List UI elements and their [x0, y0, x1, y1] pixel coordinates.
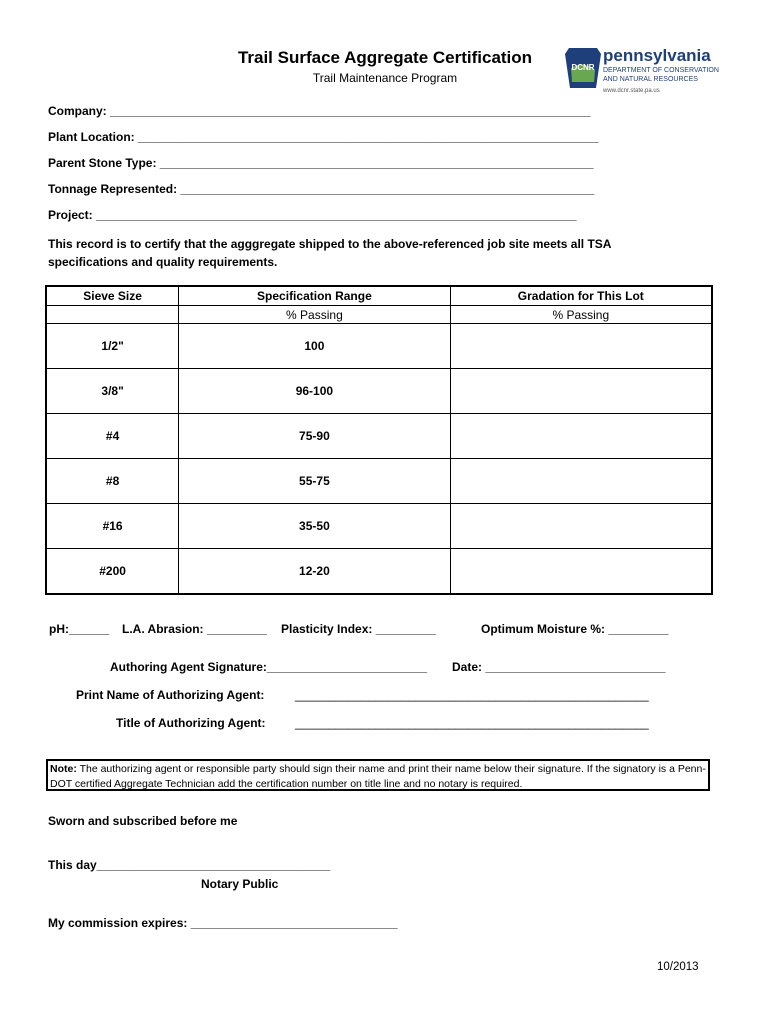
- note-label: Note:: [50, 763, 77, 775]
- gradation-cell[interactable]: [450, 414, 712, 459]
- subheader-sieve: [46, 306, 179, 324]
- signature-date-field[interactable]: Date: ___________________________: [452, 660, 666, 674]
- table-row: [46, 324, 712, 369]
- sieve-cell: #16: [46, 504, 179, 549]
- range-cell: 12-20: [179, 549, 450, 595]
- tonnage-field[interactable]: Tonnage Represented: ______________________________________________________________: [48, 182, 595, 196]
- sieve-cell: #200: [46, 549, 179, 595]
- logo-dept-line2: AND NATURAL RESOURCES: [603, 76, 698, 83]
- sieve-cell: #4: [46, 414, 179, 459]
- header-spec-range: Specification Range: [179, 286, 450, 306]
- gradation-cell[interactable]: [450, 369, 712, 414]
- sieve-table: [45, 285, 713, 595]
- svg-text:DCNR: DCNR: [571, 63, 595, 72]
- gradation-cell[interactable]: [450, 504, 712, 549]
- notary-public-label: Notary Public: [201, 877, 279, 891]
- range-cell: 96-100: [179, 369, 450, 414]
- parent-stone-field[interactable]: Parent Stone Type: _________________________________________________________________: [48, 156, 594, 170]
- header-sieve-size: Sieve Size: [46, 286, 179, 306]
- range-cell: 75-90: [179, 414, 450, 459]
- plant-location-field[interactable]: Plant Location: _____________________________________________________________________: [48, 130, 599, 144]
- logo-url: www.dcnr.state.pa.us: [603, 88, 660, 94]
- title-line[interactable]: _____________________________________________________: [295, 716, 649, 730]
- subheader-spec-passing: % Passing: [179, 306, 450, 324]
- table-row: [46, 504, 712, 549]
- company-field[interactable]: Company: ________________________________________________________________________: [48, 104, 591, 118]
- certification-statement: This record is to certify that the agggregate shipped to the above-referenced job site meets all TSA specifications and quality requirements.: [48, 237, 612, 269]
- subheader-gradation-passing: % Passing: [450, 306, 712, 324]
- note-box: [46, 759, 710, 791]
- table-header-row: [46, 286, 712, 306]
- sieve-cell: 3/8": [46, 369, 179, 414]
- table-row: [46, 549, 712, 595]
- pa-dcnr-logo: [565, 44, 719, 100]
- plasticity-index-field[interactable]: Plasticity Index: _________: [281, 622, 436, 636]
- form-subtitle: Trail Maintenance Program: [312, 71, 458, 85]
- title-label: Title of Authorizing Agent:: [116, 716, 266, 730]
- table-row: [46, 459, 712, 504]
- la-abrasion-field[interactable]: L.A. Abrasion: _________: [122, 622, 267, 636]
- logo-wordmark: pennsylvania: [603, 46, 711, 65]
- range-cell: 55-75: [179, 459, 450, 504]
- agent-signature-field[interactable]: Authoring Agent Signature:________________________: [110, 660, 428, 674]
- table-row: [46, 369, 712, 414]
- this-day-field[interactable]: This day___________________________________: [48, 858, 331, 872]
- optimum-moisture-field[interactable]: Optimum Moisture %: _________: [481, 622, 669, 636]
- header-gradation: Gradation for This Lot: [450, 286, 712, 306]
- form-title: Trail Surface Aggregate Certification: [237, 48, 533, 67]
- revision-date: 10/2013: [657, 961, 699, 973]
- project-field[interactable]: Project: ________________________________________________________________________: [48, 208, 577, 222]
- table-row: [46, 414, 712, 459]
- gradation-cell[interactable]: [450, 549, 712, 595]
- keystone-icon: [565, 48, 601, 88]
- gradation-cell[interactable]: [450, 459, 712, 504]
- note-text: The authorizing agent or responsible party should sign their name and print their name below their signature. If the signatory is a Penn-DOT certified Aggregate Technician add the certification number on title line and no notary is required.: [50, 763, 706, 790]
- sieve-cell: 1/2": [46, 324, 179, 369]
- commission-expires-field[interactable]: My commission expires: _______________________________: [48, 916, 398, 930]
- print-name-line[interactable]: _____________________________________________________: [295, 688, 649, 702]
- logo-dept-line1: DEPARTMENT OF CONSERVATION: [603, 67, 719, 74]
- ph-field[interactable]: pH:______: [49, 622, 110, 636]
- sieve-cell: #8: [46, 459, 179, 504]
- gradation-cell[interactable]: [450, 324, 712, 369]
- range-cell: 35-50: [179, 504, 450, 549]
- print-name-label: Print Name of Authorizing Agent:: [76, 688, 265, 702]
- sworn-statement: Sworn and subscribed before me: [48, 814, 238, 828]
- table-subheader-row: [46, 306, 712, 324]
- range-cell: 100: [179, 324, 450, 369]
